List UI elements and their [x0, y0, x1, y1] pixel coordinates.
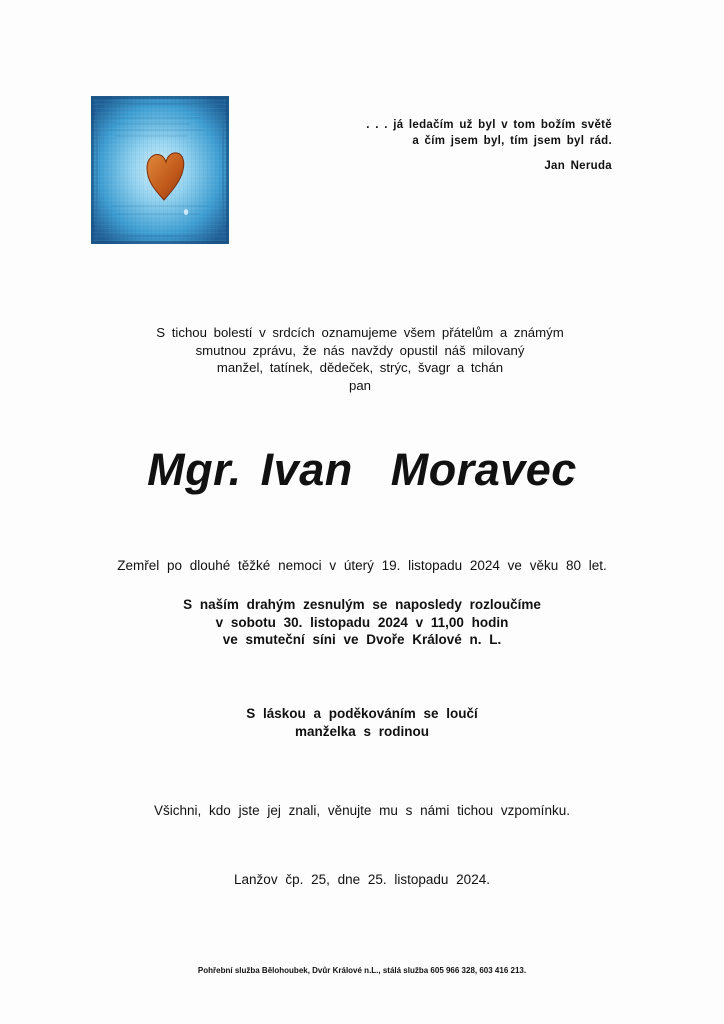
- quote-block: [292, 117, 612, 174]
- funeral-line: ve smuteční síni ve Dvoře Králové n. L.: [222, 632, 502, 647]
- announcement-line: manžel, tatínek, dědeček, strýc, švagr a tchán: [216, 360, 504, 375]
- announcement-line: S tichou bolestí v srdcích oznamujeme všem přátelům a známým: [156, 325, 564, 340]
- quote-author: Jan Neruda: [544, 160, 612, 172]
- family-farewell: [0, 705, 724, 740]
- announcement-line: pan: [348, 377, 371, 393]
- funeral-line: v sobotu 30. listopadu 2024 v 11,00 hodin: [215, 614, 509, 630]
- announcement-line: smutnou zprávu, že nás navždy opustil náš milovaný: [195, 342, 525, 358]
- funeral-service-footer: Pohřební služba Bělohoubek, Dvůr Králové n.L., stálá služba 605 966 328, 603 416 213.: [197, 966, 527, 975]
- place-date: Lanžov čp. 25, dne 25. listopadu 2024.: [234, 872, 490, 887]
- quote-line: . . . já ledačím už byl v tom božím světě: [366, 119, 612, 131]
- memory-request: Všichni, kdo jste jej znali, věnujte mu s námi tichou vzpomínku.: [154, 803, 570, 818]
- funeral-line: S naším drahým zesnulým se naposledy rozloučíme: [183, 597, 541, 612]
- death-notice: Zemřel po dlouhé těžké nemoci v úterý 19. listopadu 2024 ve věku 80 let.: [117, 558, 607, 573]
- announcement: [100, 324, 620, 394]
- family-line: manželka s rodinou: [294, 723, 430, 739]
- deceased-name: Mgr. Ivan Moravec: [147, 444, 577, 495]
- funeral-details: [0, 596, 724, 649]
- quote-line: a čím jsem byl, tím jsem byl rád.: [412, 135, 612, 147]
- heart-painting: [91, 96, 229, 244]
- family-line: S láskou a poděkováním se loučí: [246, 706, 478, 721]
